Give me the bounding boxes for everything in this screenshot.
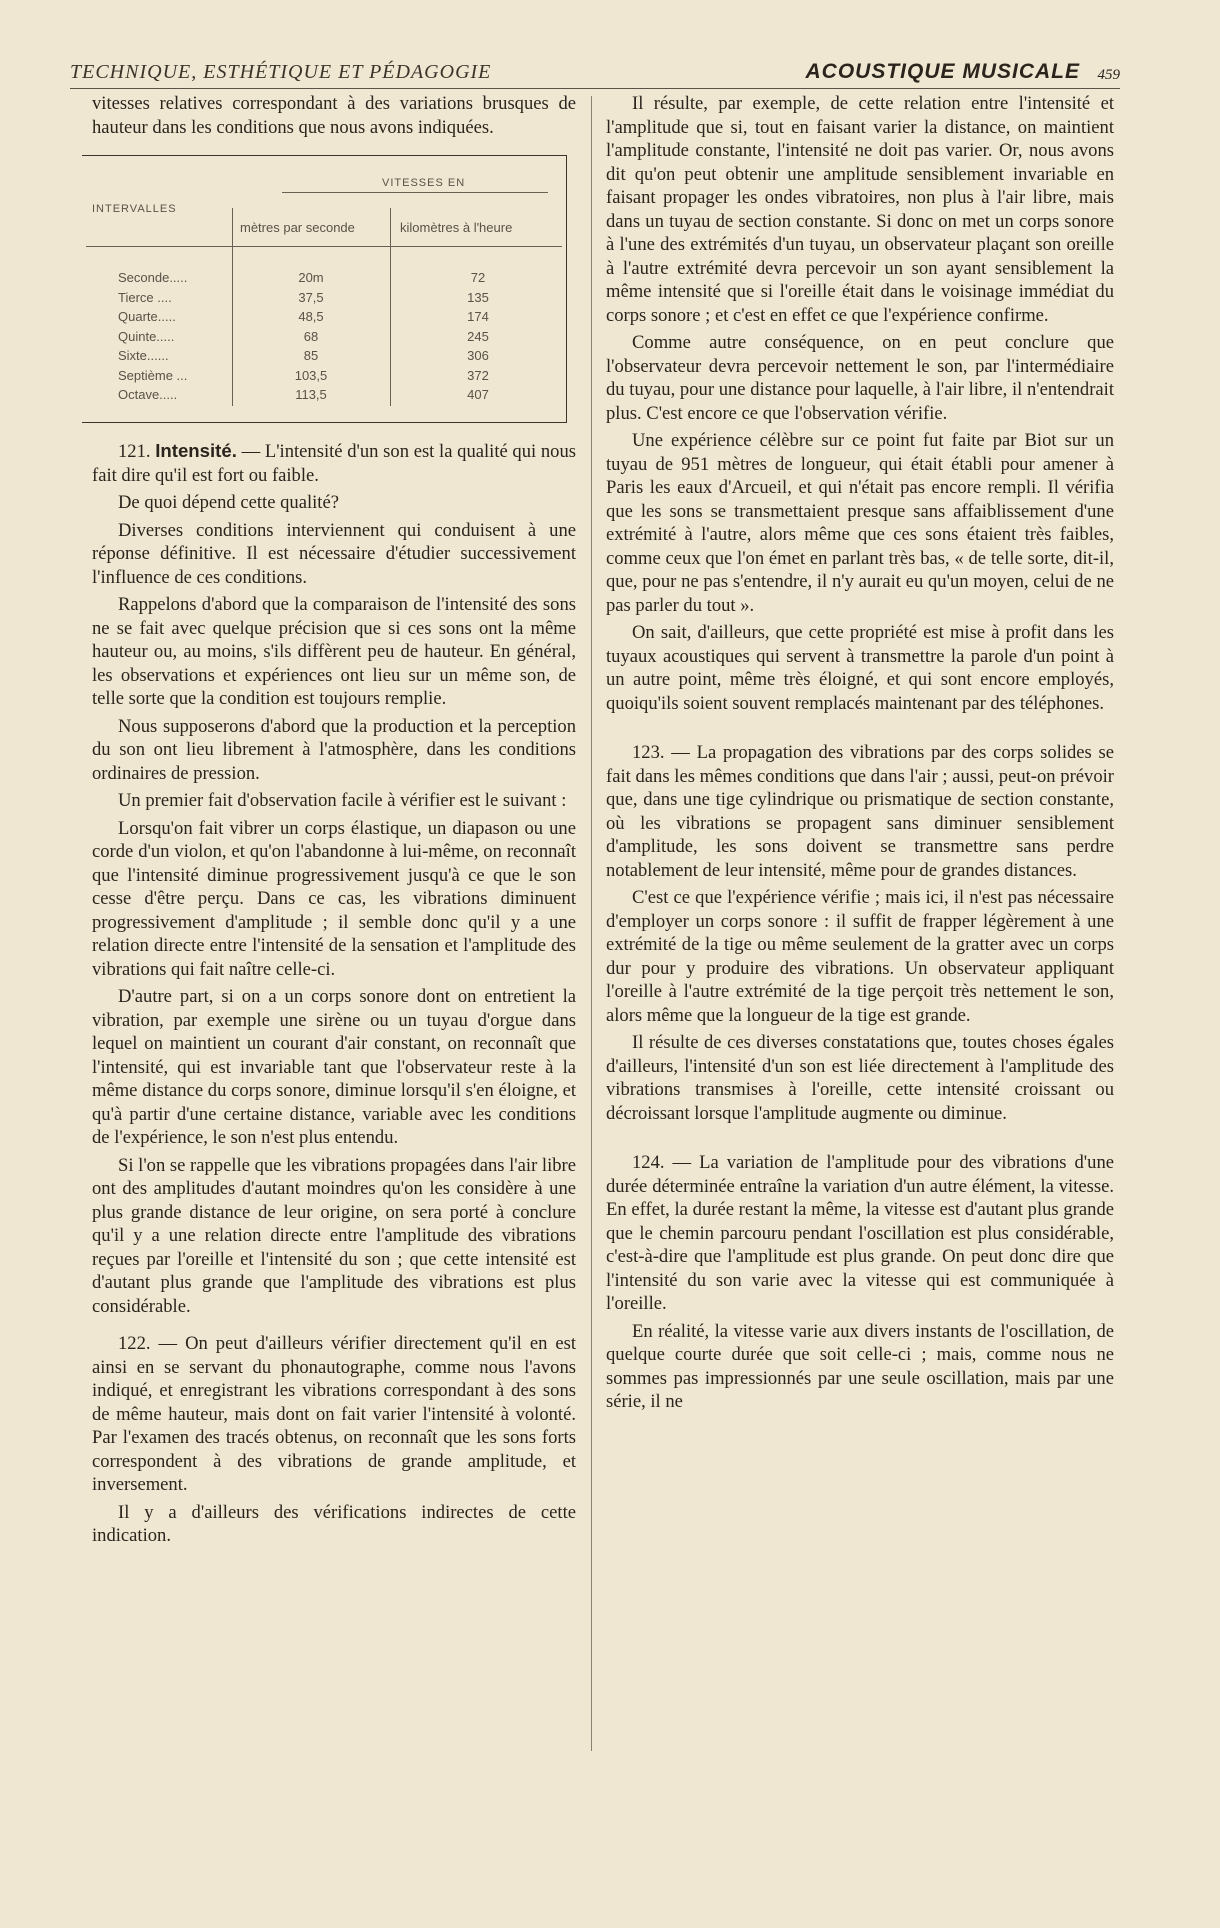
table-cell-ms: 113,5	[295, 387, 327, 402]
table-header-intervalles: INTERVALLES	[92, 203, 177, 215]
table-cell-kmh: 306	[467, 348, 489, 363]
table-rule	[282, 192, 548, 193]
table-cell-kmh: 174	[467, 309, 489, 324]
table-row	[82, 305, 566, 325]
table-cell-ms: 68	[303, 328, 319, 344]
table-cell-interval: Octave.....	[118, 387, 178, 402]
table-row	[82, 344, 566, 364]
right-column	[606, 92, 1114, 1418]
table-row	[82, 286, 566, 306]
table-cell-kmh: 72	[470, 270, 486, 285]
paragraph: Si l'on se rappelle que les vibrations propagées dans l'air libre ont des amplitudes d'autant moindres qu'on les considère à une plus grande distance de leur origine, on sera porté à conclure qu'il y a une relation directe entre l'amplitude des vibrations reçues par l'oreille et l'intensité du son ; que cette intensité est d'autant plus grande que l'amplitude des vibrations est plus considérable.	[92, 1154, 576, 1317]
column-divider	[591, 96, 592, 1751]
table-rule	[86, 246, 562, 247]
paragraph: En réalité, la vitesse varie aux divers instants de l'oscillation, de quelque courte durée que soit celle-ci ; mais, comme nous ne sommes pas impressionnés par une seule oscillation, mais par une série, il ne	[606, 1320, 1114, 1412]
table-cell-ms: 37,5	[298, 289, 324, 305]
left-column	[92, 92, 576, 1552]
paragraph: Diverses conditions interviennent qui conduisent à une réponse définitive. Il est nécessaire d'étudier successivement l'influence de ces conditions.	[92, 519, 576, 588]
paragraph: Rappelons d'abord que la comparaison de l'intensité des sons ne se fait avec quelque précision que si ces sons ont la même hauteur ou, au moins, s'ils diffèrent peu de hauteur. En général, les observations et expériences ont lieu sur un même son, de telle sorte que la condition est toujours remplie.	[92, 594, 576, 709]
table-cell-ms: 85	[303, 348, 319, 363]
table-header-vitesses: VITESSES EN	[382, 177, 466, 189]
paragraph: Comme autre conséquence, on en peut conclure que l'observateur devra percevoir nettement le son, par l'intermédiaire du tuyau, pour une distance pour laquelle, à l'air libre, il n'entendrait plus. C'est encore ce que l'observation vérifie.	[606, 332, 1114, 424]
section-124-paragraph: 124. — La variation de l'amplitude pour des vibrations d'une durée déterminée entraîne la variation d'un autre élément, la vitesse. En effet, la durée restant la même, la vitesse est d'autant plus grande que le chemin parcouru pendant l'oscillation est plus considérable, c'est-à-dire que l'amplitude est plus grande. On peut donc dire que l'intensité du son varie avec la vitesse qui est communiquée à l'oreille.	[606, 1152, 1114, 1314]
table-cell-kmh: 372	[467, 367, 489, 383]
paragraph: Un premier fait d'observation facile à vérifier est le suivant :	[118, 790, 567, 811]
section-121-paragraph	[92, 439, 576, 487]
table-cell-interval: Seconde.....	[118, 270, 188, 285]
speed-table	[82, 155, 567, 423]
table-cell-interval: Septième ...	[118, 367, 188, 383]
paragraph: Lorsqu'on fait vibrer un corps élastique, un diapason ou une corde d'un violon, et qu'on l'abandonne à lui-même, on reconnaît que l'intensité diminue progressivement jusqu'à ce que le son cesse d'être perçu. Dans ce cas, les vibrations diminuent progressivement d'amplitude ; il semble donc qu'il y a une relation directe entre l'intensité de la sensation et l'amplitude des vibrations qui fait naître celle-ci.	[92, 817, 576, 980]
table-row	[82, 325, 566, 345]
section-number: 121.	[118, 441, 151, 462]
running-head-right: ACOUSTIQUE MUSICALE	[805, 60, 1080, 83]
paragraph: Nous supposerons d'abord que la production et la perception du son ont lieu librement à l'atmosphère, dans les conditions ordinaires de pression.	[92, 715, 576, 784]
section-text: — L'intensité d'un son est la qualité qui nous fait dire qu'il est fort ou faible.	[92, 441, 577, 486]
paragraph: Une expérience célèbre sur ce point fut faite par Biot sur un tuyau de 951 mètres de longueur, qui était établi pour amener à Paris les eaux d'Arcueil, et qui n'était pas encore rempli. Il vérifia que les sons se transmettaient presque sans affaiblissement d'une extrémité à l'autre, alors même que ces sons étaient très faibles, comme ceux que l'on émet en parlant très bas, « de telle sorte, dit-il, que, pour ne pas s'entendre, il n'y aurait eu qu'un moyen, celui de ne pas parler du tout ».	[606, 430, 1114, 616]
section-title: Intensité.	[155, 440, 237, 461]
table-cell-interval: Tierce ....	[118, 289, 172, 305]
running-head	[70, 58, 1120, 89]
table-cell-interval: Quinte.....	[118, 328, 175, 344]
paragraph: C'est ce que l'expérience vérifie ; mais ici, il n'est pas nécessaire d'employer un corps sonore : il suffit de frapper légèrement à une extrémité de la tige ou même seulement de la gratter avec un corps dur pour y produire des vibrations. Un observateur appliquant l'oreille à l'autre extrémité de la tige perçoit très nettement le son, alors même que la longueur de la tige est grande.	[606, 887, 1114, 1026]
table-cell-kmh: 245	[467, 328, 489, 344]
table-cell-interval: Quarte.....	[118, 309, 176, 324]
table-cell-kmh: 407	[467, 387, 489, 402]
table-cell-ms: 103,5	[294, 367, 328, 383]
paragraph: vitesses relatives correspondant à des variations brusques de hauteur dans les conditions que nous avons indiquées.	[92, 93, 576, 138]
table-cell-ms: 48,5	[298, 309, 324, 324]
running-head-left: TECHNIQUE, ESTHÉTIQUE ET PÉDAGOGIE	[70, 61, 492, 83]
paragraph: De quoi dépend cette qualité?	[118, 492, 339, 513]
paragraph: Il résulte, par exemple, de cette relation entre l'intensité et l'amplitude que si, tout en faisant varier la distance, on maintient l'amplitude constante, l'intensité ne doit pas varier. Or, nous avons dit qu'on peut obtenir une amplitude sensiblement invariable en faisant propager les ondes vibratoires, non plus à l'air libre, mais dans un tuyau de section constante. Si donc on met un corps sonore à l'une des extrémités d'un tuyau, un observateur plaçant son oreille à l'autre extrémité devra percevoir un son ayant sensiblement la même intensité que si l'oreille était dans le voisinage immédiat du corps sonore ; et c'est en effet ce que l'expérience confirme.	[606, 93, 1114, 326]
paragraph: Il résulte de ces diverses constatations que, toutes choses égales d'ailleurs, l'intensité d'un son est liée directement à l'amplitude des vibrations transmises à l'oreille, cette intensité croissant ou décroissant lorsque l'amplitude augmente ou diminue.	[606, 1032, 1114, 1124]
table-cell-ms: 20m	[298, 270, 324, 285]
section-122-paragraph: 122. — On peut d'ailleurs vérifier directement qu'il en est ainsi en se servant du phonautographe, comme nous l'avons indiqué, et enregistrant les vibrations correspondant à des sons de même hauteur, mais dont on fait varier l'intensité à volonté. Par l'examen des tracés obtenus, on reconnaît que les sons forts correspondent à des vibrations de grande amplitude, et inversement.	[92, 1333, 576, 1495]
page-number: 459	[1097, 67, 1120, 83]
paragraph: Il y a d'ailleurs des vérifications indirectes de cette indication.	[92, 1501, 576, 1546]
paragraph: On sait, d'ailleurs, que cette propriété est mise à profit dans les tuyaux acoustiques qui servent à transmettre la parole d'un point à un autre point, même très éloigné, et qui sont encore employés, quoiqu'ils soient souvent remplacés maintenant par des téléphones.	[606, 622, 1114, 714]
table-header-ms: mètres par seconde	[240, 220, 355, 235]
table-row	[82, 383, 566, 403]
table-cell-kmh: 135	[467, 289, 489, 305]
table-cell-interval: Sixte......	[118, 348, 169, 363]
table-row	[82, 364, 566, 384]
table-body	[82, 266, 566, 403]
table-row	[82, 266, 566, 286]
section-123-paragraph: 123. — La propagation des vibrations par des corps solides se fait dans les mêmes conditions que dans l'air ; aussi, peut-on prévoir que, dans une tige cylindrique ou prismatique de section constante, où les vibrations se propagent sans diminuer sensiblement d'amplitude, les sons doivent se transmettre sans perdre notablement de leur intensité, même pour de grandes distances.	[606, 742, 1114, 881]
table-header-kmh: kilomètres à l'heure	[400, 220, 513, 235]
paragraph: D'autre part, si on a un corps sonore dont on entretient la vibration, par exemple une sirène ou un tuyau d'orgue dans lequel on maintient un courant d'air constant, on reconnaît que l'intensité, qui est invariable tant que l'observateur reste à la même distance du corps sonore, diminue lorsqu'il s'en éloigne, et qu'à partir d'une certaine distance, variable avec les conditions de l'expérience, le son n'est plus entendu.	[92, 986, 576, 1148]
